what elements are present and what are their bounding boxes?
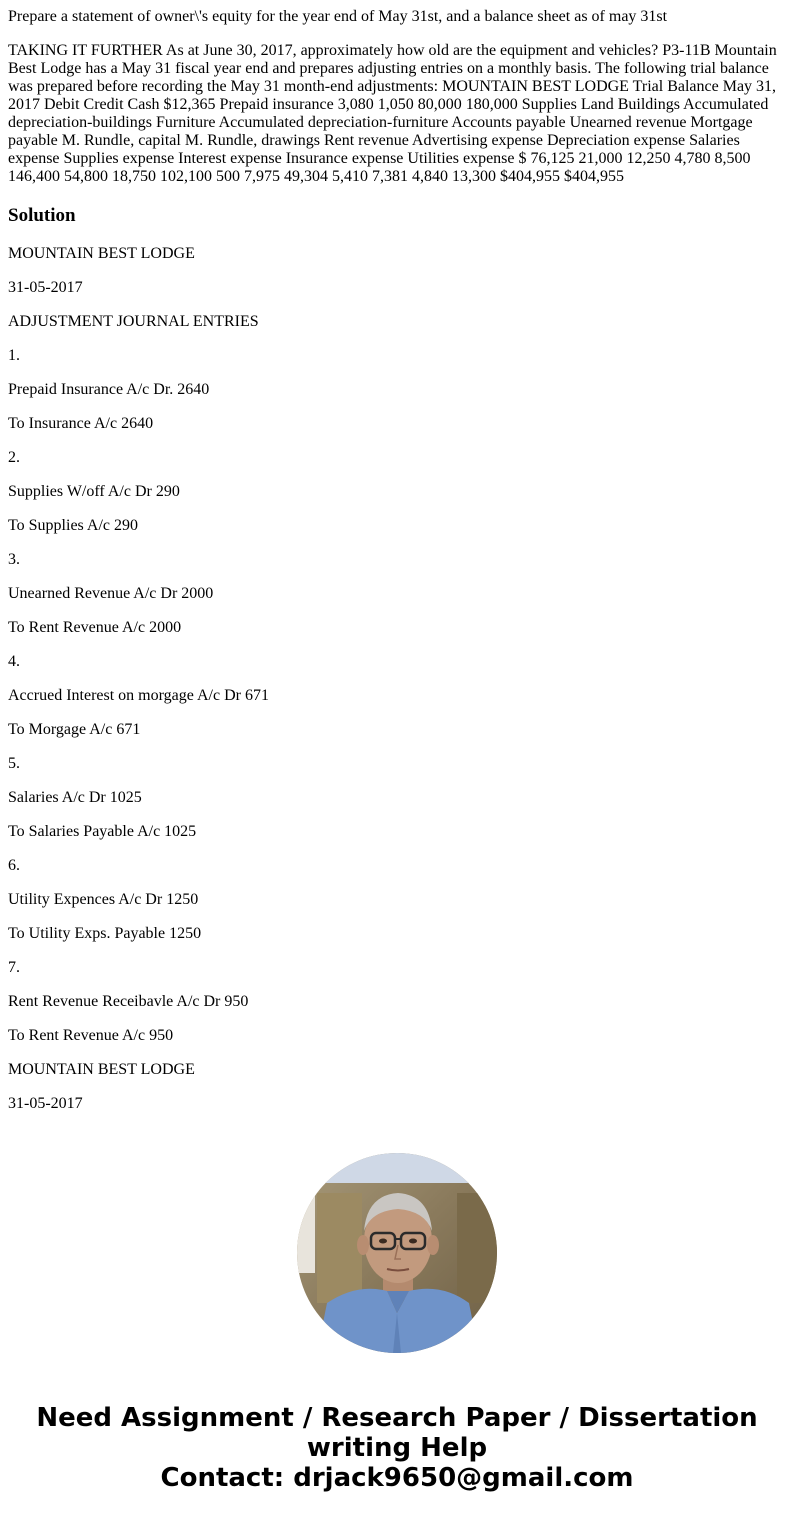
solution-line: Unearned Revenue A/c Dr 2000 — [8, 585, 214, 602]
solution-line: Prepaid Insurance A/c Dr. 2640 — [8, 381, 210, 398]
solution-line: 31-05-2017 — [8, 1095, 83, 1112]
solution-line: 2. — [8, 449, 20, 466]
solution-line: 4. — [8, 653, 20, 670]
tutor-avatar — [297, 1153, 497, 1353]
solution-line: MOUNTAIN BEST LODGE — [8, 1061, 195, 1078]
solution-line: To Rent Revenue A/c 950 — [8, 1027, 174, 1044]
solution-heading: Solution — [8, 205, 76, 226]
solution-line: To Supplies A/c 290 — [8, 517, 138, 534]
solution-line: Supplies W/off A/c Dr 290 — [8, 483, 180, 500]
promo-banner — [0, 1403, 794, 1493]
solution-line: Utility Expences A/c Dr 1250 — [8, 891, 199, 908]
promo-line-2: writing Help — [306, 1433, 488, 1463]
solution-line: 6. — [8, 857, 20, 874]
solution-line: To Utility Exps. Payable 1250 — [8, 925, 202, 942]
promo-contact: Contact: drjack9650@gmail.com — [160, 1463, 634, 1493]
solution-line: To Morgage A/c 671 — [8, 721, 141, 738]
tutor-photo — [297, 1153, 497, 1353]
solution-line: To Insurance A/c 2640 — [8, 415, 154, 432]
solution-line: 31-05-2017 — [8, 279, 83, 296]
solution-line: 7. — [8, 959, 20, 976]
solution-line: Accrued Interest on morgage A/c Dr 671 — [8, 687, 269, 704]
solution-line: To Salaries Payable A/c 1025 — [8, 823, 197, 840]
promo-line-1: Need Assignment / Research Paper / Dissertation — [36, 1403, 758, 1433]
question-title: Prepare a statement of owner\'s equity for the year end of May 31st, and a balance sheet as of may 31st — [8, 8, 668, 25]
solution-line: Salaries A/c Dr 1025 — [8, 789, 142, 806]
solution-line: To Rent Revenue A/c 2000 — [8, 619, 182, 636]
solution-line: 1. — [8, 347, 20, 364]
solution-line: 3. — [8, 551, 20, 568]
question-body: TAKING IT FURTHER As at June 30, 2017, approximately how old are the equipment and vehicles? P3-11B Mountain Best Lodge has a May 31 fiscal year end and prepares adjusting entries on a monthly basis. The following trial balance was prepared before recording the May 31 month-end adjustments: MOUNTAIN BEST LODGE Trial Balance May 31, 2017 Debit Credit Cash $12,365 Prepaid insurance 3,080 1,050 80,000 180,000 Supplies Land Buildings Accumulated depreciation-buildings Furniture Accumulated depreciation-furniture Accounts payable Unearned revenue Mortgage payable M. Rundle, capital M. Rundle, drawings Rent revenue Advertising expense Depreciation expense Salaries expense Supplies expense Interest expense Insurance expense Utilities expense $ 76,125 21,000 12,250 4,780 8,500 146,400 54,800 18,750 102,100 500 7,975 49,304 5,410 7,381 4,840 13,300 $404,955 $404,955 — [8, 42, 777, 185]
solution-line: MOUNTAIN BEST LODGE — [8, 245, 195, 262]
solution-line: 5. — [8, 755, 20, 772]
solution-line: ADJUSTMENT JOURNAL ENTRIES — [8, 313, 259, 330]
solution-line: Rent Revenue Receibavle A/c Dr 950 — [8, 993, 249, 1010]
